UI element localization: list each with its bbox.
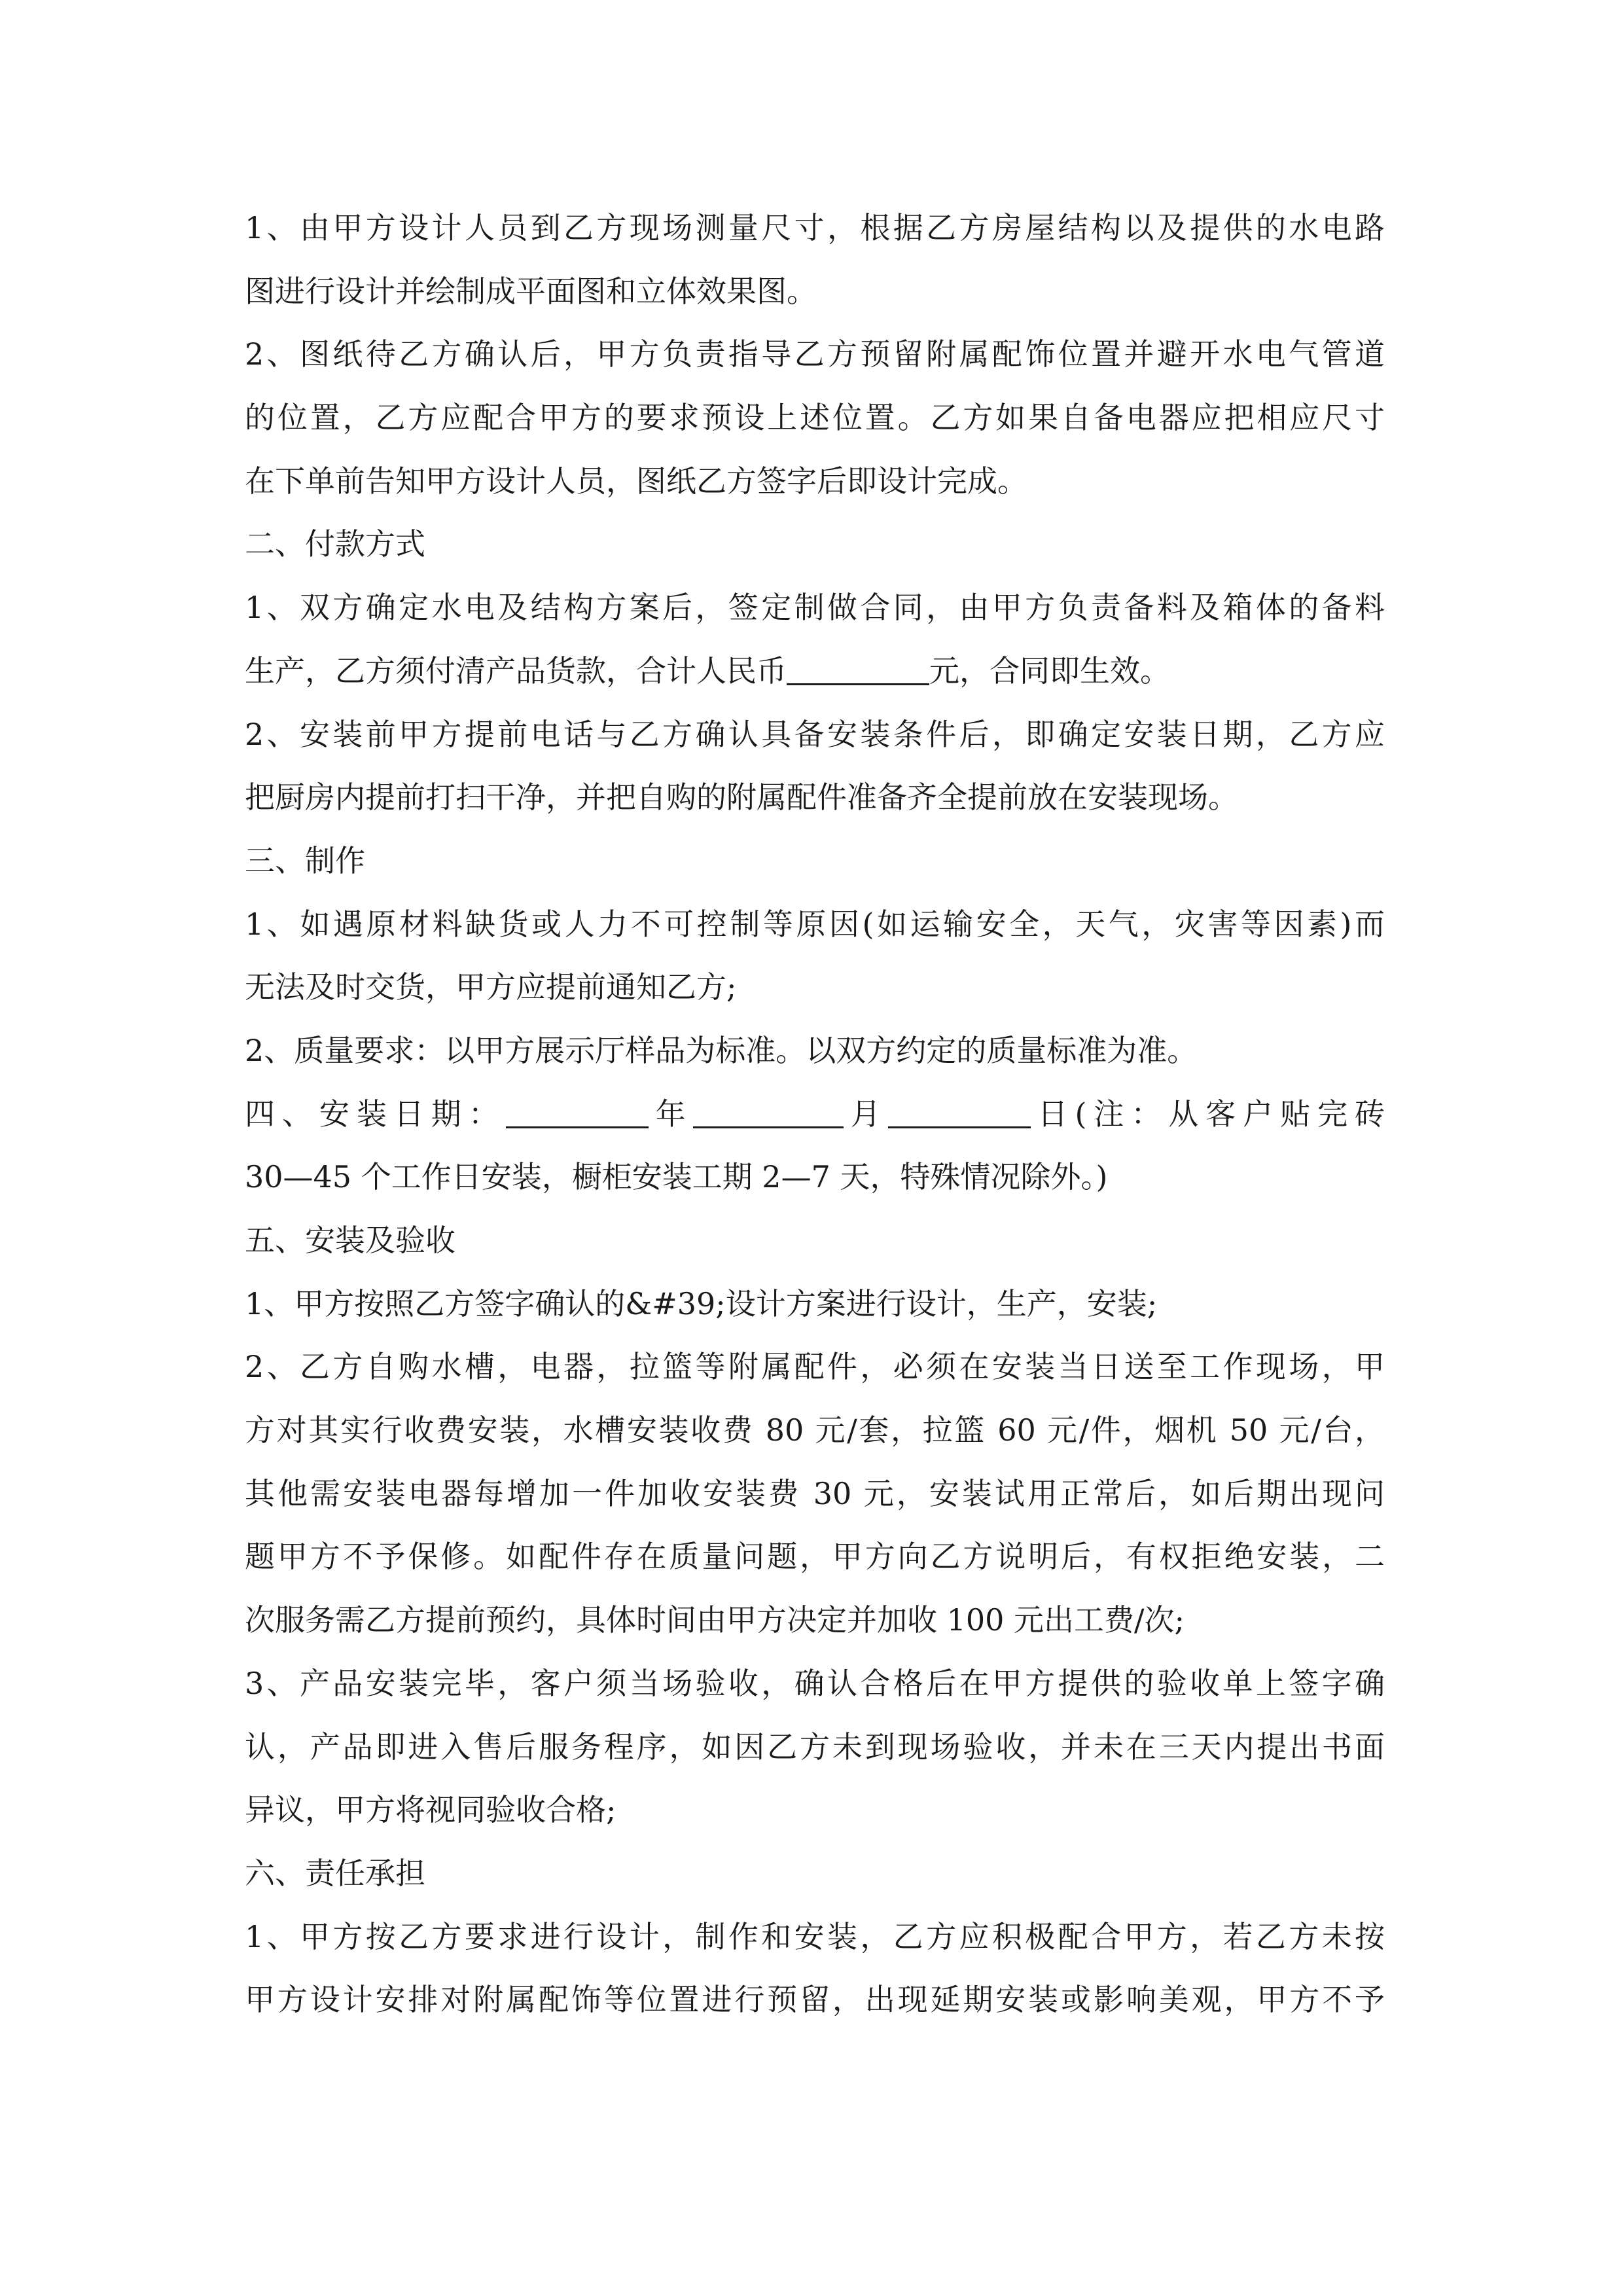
text-line: 2、质量要求：以甲方展示厅样品为标准。以双方约定的质量标准为准。 [245,1032,1198,1068]
section-heading: 五、安装及验收 [245,1223,455,1258]
text-line: 1、双方确定水电及结构方案后，签定制做合同，由甲方负责备料及箱体的备料 [245,590,1385,626]
text-line: 1、如遇原材料缺货或人力不可控制等原因(如运输安全，天气，灾害等因素)而 [245,906,1385,942]
text-line: 的位置，乙方应配合甲方的要求预设上述位置。乙方如果自备电器应把相应尺寸 [245,400,1385,436]
text-line: 2、乙方自购水槽，电器，拉篮等附属配件，必须在安装当日送至工作现场，甲 [245,1349,1385,1385]
text-fragment: 年 [648,1096,693,1132]
text-line-with-amount-blank [245,639,1385,703]
section-heading: 二、付款方式 [245,526,425,562]
text-line: 其他需安装电器每增加一件加收安装费 30 元，安装试用正常后，如后期出现问 [245,1475,1385,1511]
text-line: 无法及时交货，甲方应提前通知乙方; [245,969,737,1005]
text-line: 认，产品即进入售后服务程序，如因乙方未到现场验收，并未在三天内提出书面 [245,1729,1385,1765]
text-line: 甲方设计安排对附属配饰等位置进行预留，出现延期安装或影响美观，甲方不予 [245,1982,1385,2018]
section-heading: 三、制作 [245,842,365,878]
text-line: 图进行设计并绘制成平面图和立体效果图。 [245,273,817,309]
text-line: 在下单前告知甲方设计人员，图纸乙方签字后即设计完成。 [245,463,1027,499]
text-line: 3、产品安装完毕，客户须当场验收，确认合格后在甲方提供的验收单上签字确 [245,1665,1385,1701]
text-fragment: 生产，乙方须付清产品货款，合计人民币 [245,653,787,689]
text-line: 2、图纸待乙方确认后，甲方负责指导乙方预留附属配饰位置并避开水电气管道 [245,336,1385,372]
text-line: 1、甲方按乙方要求进行设计，制作和安装，乙方应积极配合甲方，若乙方未按 [245,1918,1385,1954]
amount-blank [787,649,929,685]
day-blank [888,1092,1031,1128]
month-blank [693,1092,844,1128]
section-heading: 六、责任承担 [245,1855,425,1891]
text-line: 题甲方不予保修。如配件存在质量问题，甲方向乙方说明后，有权拒绝安装，二 [245,1539,1385,1575]
text-fragment: 四、安装日期： [245,1096,506,1132]
text-line: 把厨房内提前打扫干净，并把自购的附属配件准备齐全提前放在安装现场。 [245,780,1238,816]
text-fragment: 月 [843,1096,888,1132]
text-line: 30—45 个工作日安装，橱柜安装工期 2—7 天，特殊情况除外。) [245,1159,1108,1195]
document-body [245,196,1385,2032]
text-fragment: 日(注：从客户贴完砖 [1030,1096,1385,1132]
year-blank [506,1092,649,1128]
install-date-line [245,1083,1385,1146]
text-line: 次服务需乙方提前预约，具体时间由甲方决定并加收 100 元出工费/次; [245,1602,1185,1638]
text-line: 异议，甲方将视同验收合格; [245,1792,616,1828]
text-line: 2、安装前甲方提前电话与乙方确认具备安装条件后，即确定安装日期，乙方应 [245,716,1385,752]
text-line: 1、甲方按照乙方签字确认的&#39;设计方案进行设计，生产，安装; [245,1285,1158,1321]
text-fragment: 元，合同即生效。 [929,653,1170,689]
text-line: 方对其实行收费安装，水槽安装收费 80 元/套，拉篮 60 元/件，烟机 50 元/台， [245,1412,1385,1448]
text-line: 1、由甲方设计人员到乙方现场测量尺寸，根据乙方房屋结构以及提供的水电路 [245,210,1385,245]
